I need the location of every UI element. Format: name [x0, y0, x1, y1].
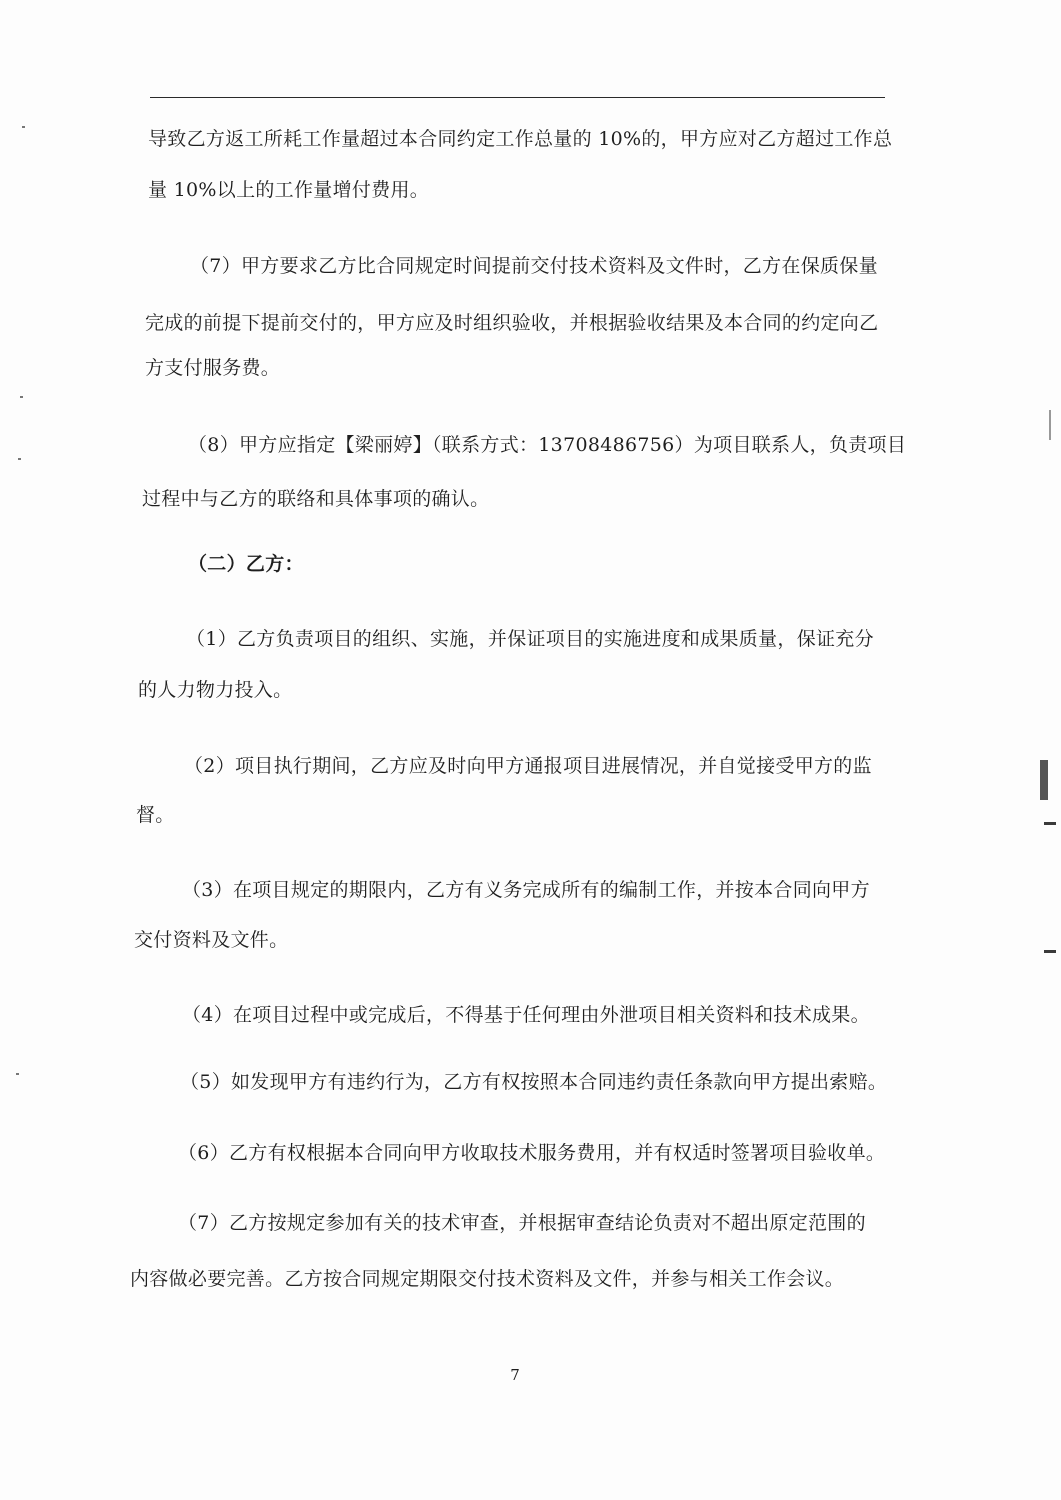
scan-edge-mark [1044, 950, 1056, 953]
scan-edge-mark [1040, 760, 1048, 800]
scan-speck [20, 396, 23, 398]
paragraph-line: 导致乙方返工所耗工作量超过本合同约定工作总量的 10%的，甲方应对乙方超过工作总 [148, 128, 893, 150]
paragraph-line: （6）乙方有权根据本合同向甲方收取技术服务费用，并有权适时签署项目验收单。 [178, 1142, 886, 1164]
scan-edge-mark [1044, 822, 1056, 825]
paragraph-line: （2）项目执行期间，乙方应及时向甲方通报项目进展情况，并自觉接受甲方的监 [184, 755, 872, 777]
paragraph-line: 内容做必要完善。乙方按合同规定期限交付技术资料及文件，并参与相关工作会议。 [130, 1268, 845, 1290]
scan-speck [18, 458, 21, 460]
paragraph-line: （1）乙方负责项目的组织、实施，并保证项目的实施进度和成果质量，保证充分 [186, 628, 874, 650]
paragraph-line: （7）乙方按规定参加有关的技术审查，并根据审查结论负责对不超出原定范围的 [178, 1212, 866, 1234]
paragraph-line: 的人力物力投入。 [138, 679, 293, 701]
paragraph-line: （7）甲方要求乙方比合同规定时间提前交付技术资料及文件时，乙方在保质保量 [190, 255, 878, 277]
paragraph-line: （5）如发现甲方有违约行为，乙方有权按照本合同违约责任条款向甲方提出索赔。 [180, 1071, 888, 1093]
paragraph-line: （4）在项目过程中或完成后，不得基于任何理由外泄项目相关资料和技术成果。 [182, 1004, 870, 1026]
scan-edge-mark [1049, 410, 1051, 440]
paragraph-line: 量 10%以上的工作量增付费用。 [148, 179, 430, 201]
paragraph-line: （3）在项目规定的期限内，乙方有义务完成所有的编制工作，并按本合同向甲方 [182, 879, 870, 901]
paragraph-line: 方支付服务费。 [145, 357, 281, 379]
header-rule [150, 97, 885, 98]
paragraph-line: 过程中与乙方的联络和具体事项的确认。 [142, 488, 490, 510]
paragraph-line: 完成的前提下提前交付的，甲方应及时组织验收，并根据验收结果及本合同的约定向乙 [145, 312, 879, 334]
scan-speck [22, 126, 25, 128]
paragraph-line: （8）甲方应指定【梁丽婷】（联系方式：13708486756）为项目联系人，负责项目 [188, 434, 907, 456]
paragraph-line: 督。 [136, 804, 175, 826]
page-number: 7 [510, 1366, 520, 1384]
section-heading: （二）乙方： [188, 553, 304, 575]
paragraph-line: 交付资料及文件。 [134, 929, 289, 951]
scan-speck [16, 1073, 19, 1075]
